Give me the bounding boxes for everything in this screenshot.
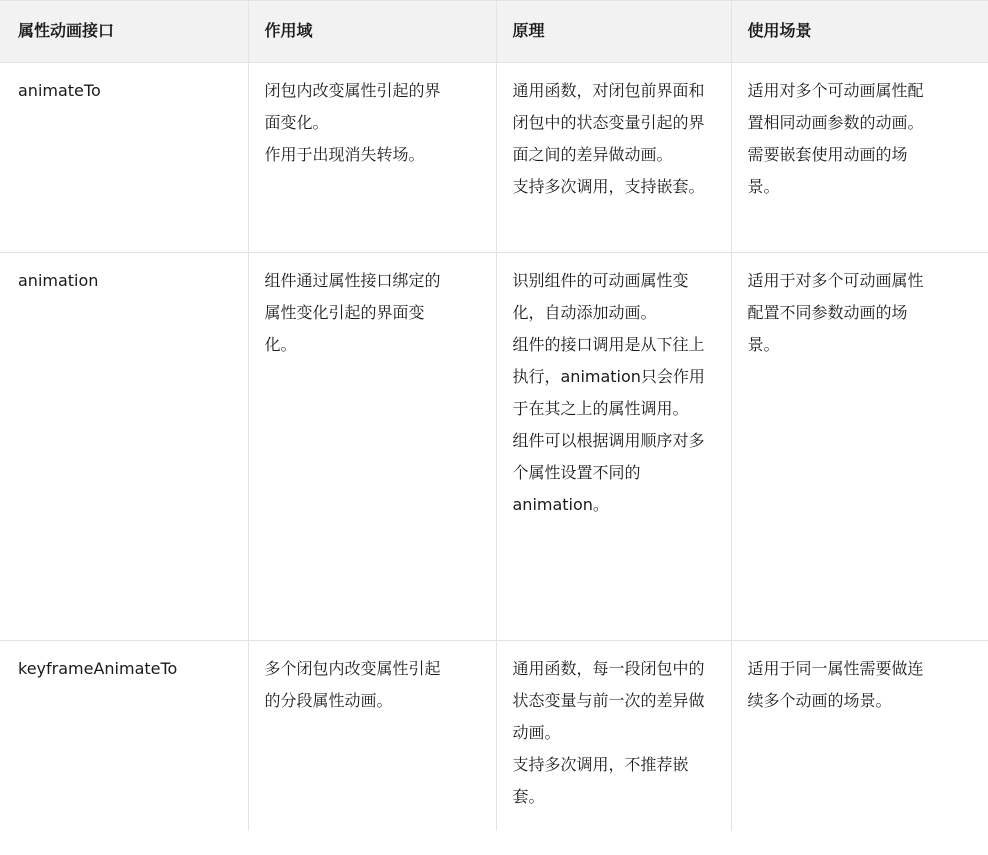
scenario-text: 适用于同一属性需要做连续多个动画的场景。 bbox=[747, 659, 924, 710]
api-name: animation bbox=[18, 271, 99, 290]
cell-api bbox=[0, 253, 248, 641]
api-name: animateTo bbox=[18, 81, 101, 100]
principle-text: 通用函数，每一段闭包中的状态变量与前一次的差异做动画。 bbox=[512, 659, 705, 742]
scenario-text: 适用于对多个可动画属性配置不同参数动画的场景。 bbox=[747, 271, 924, 354]
table-row bbox=[0, 253, 988, 641]
cell-api bbox=[0, 63, 248, 253]
principle-text: 组件的接口调用是从下往上执行，animation只会作用于在其之上的属性调用。 bbox=[512, 335, 705, 418]
cell-scenario bbox=[731, 253, 988, 641]
cell-api bbox=[0, 641, 248, 831]
table-row bbox=[0, 63, 988, 253]
cell-scope bbox=[248, 641, 496, 831]
principle-text: 组件可以根据调用顺序对多个属性设置不同的animation。 bbox=[512, 431, 705, 514]
scope-text: 作用于出现消失转场。 bbox=[264, 145, 425, 164]
cell-scenario bbox=[731, 63, 988, 253]
table-row bbox=[0, 641, 988, 831]
scope-text: 多个闭包内改变属性引起的分段属性动画。 bbox=[264, 659, 441, 710]
header-principle: 原理 bbox=[496, 1, 731, 63]
cell-principle bbox=[496, 63, 731, 253]
scenario-text: 需要嵌套使用动画的场景。 bbox=[747, 145, 908, 196]
scenario-text: 适用对多个可动画属性配置相同动画参数的动画。 bbox=[747, 81, 924, 132]
api-name: keyframeAnimateTo bbox=[18, 659, 178, 678]
scope-text: 组件通过属性接口绑定的属性变化引起的界面变化。 bbox=[264, 271, 441, 354]
cell-scenario bbox=[731, 641, 988, 831]
header-row bbox=[0, 1, 988, 63]
cell-scope bbox=[248, 63, 496, 253]
header-api: 属性动画接口 bbox=[0, 1, 248, 63]
cell-scope bbox=[248, 253, 496, 641]
principle-text: 识别组件的可动画属性变化，自动添加动画。 bbox=[512, 271, 689, 322]
cell-principle bbox=[496, 253, 731, 641]
principle-text: 通用函数，对闭包前界面和闭包中的状态变量引起的界面之间的差异做动画。 bbox=[512, 81, 705, 164]
scope-text: 闭包内改变属性引起的界面变化。 bbox=[264, 81, 441, 132]
header-scenario: 使用场景 bbox=[731, 1, 988, 63]
principle-text: 支持多次调用，支持嵌套。 bbox=[512, 177, 705, 196]
header-scope: 作用域 bbox=[248, 1, 496, 63]
table-header bbox=[0, 1, 988, 63]
principle-text: 支持多次调用，不推荐嵌套。 bbox=[512, 755, 689, 806]
cell-principle bbox=[496, 641, 731, 831]
